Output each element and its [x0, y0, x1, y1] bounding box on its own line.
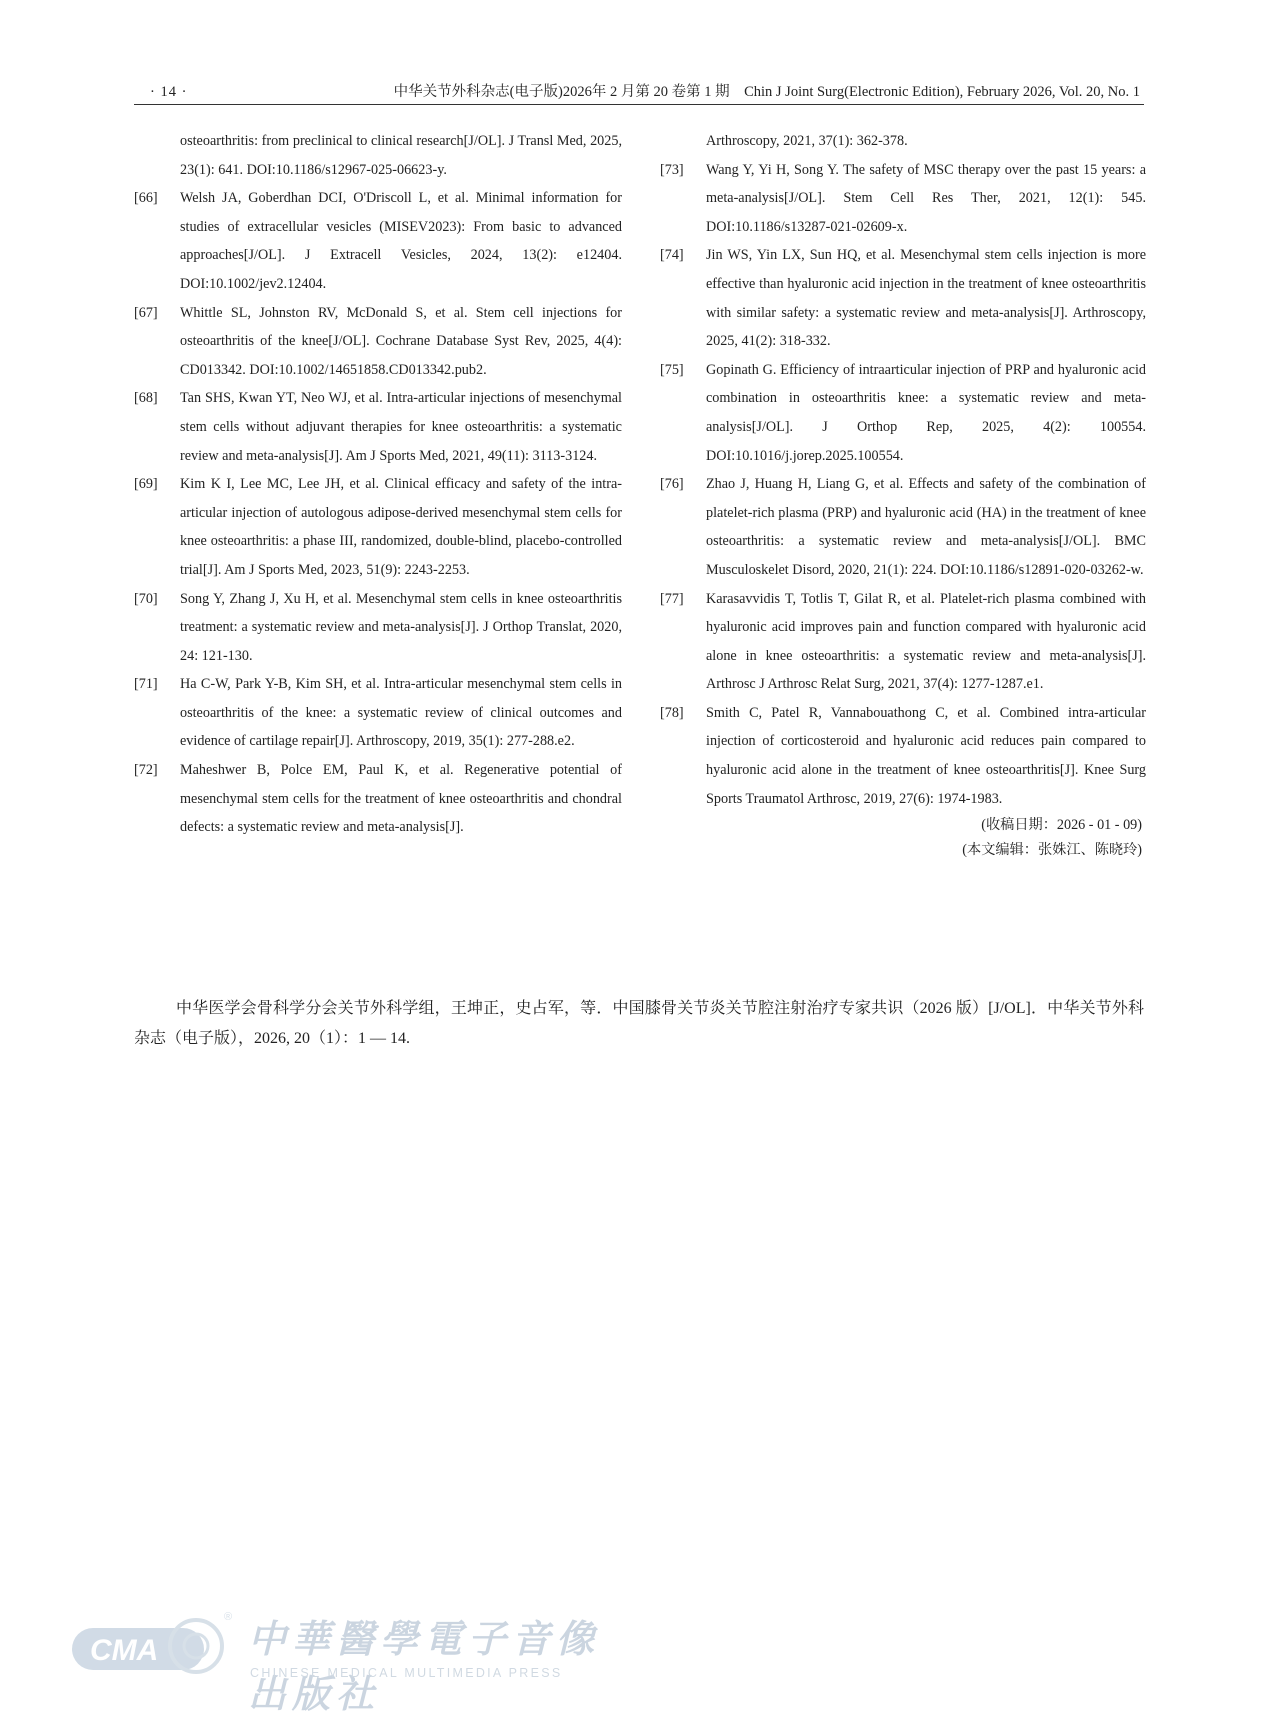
- reference-item: [76] Zhao J, Huang H, Liang G, et al. Effects and safety of the combination of platelet-rich plasma (PRP) and hyaluronic acid (HA) in the treatment of knee osteoarthritis: a systematic review and meta-analysis[J/OL]. BMC Musculoskelet Disord, 2020, 21(1): 224. DOI:10.1186/s12891-020-03262-w.: [660, 476, 1146, 578]
- reference-item: [72] Maheshwer B, Polce EM, Paul K, et al. Regenerative potential of mesenchymal stem cells for the treatment of knee osteoarthritis and chondral defects: a systematic review and meta-analysis[J].: [134, 762, 622, 836]
- reference-item: osteoarthritis: from preclinical to clinical research[J/OL]. J Transl Med, 2025, 23(1): 641. DOI:10.1186/s12967-025-06623-y.: [180, 133, 622, 178]
- received-date: (收稿日期：2026 - 01 - 09): [981, 817, 1142, 834]
- reference-item: Arthroscopy, 2021, 37(1): 362-378.: [706, 133, 908, 149]
- svg-text:®: ®: [224, 1611, 233, 1623]
- editor-credit: (本文编辑：张姝江、陈晓玲): [962, 842, 1142, 859]
- reference-item: [68] Tan SHS, Kwan YT, Neo WJ, et al. Intra-articular injections of mesenchymal stem cells without adjuvant therapies for knee osteoarthritis: a systematic review and meta-analysis[J]. Am J Sports Med, 2021, 49(11): 3113-3124.: [134, 390, 622, 464]
- reference-item: [66] Welsh JA, Goberdhan DCI, O'Driscoll L, et al. Minimal information for studies of extracellular vesicles (MISEV2023): From basic to advanced approaches[J/OL]. J Extracell Vesicles, 2024, 13(2): e12404. DOI:10.1002/jev2.12404.: [134, 190, 622, 292]
- reference-item: [69] Kim K I, Lee MC, Lee JH, et al. Clinical efficacy and safety of the intra-articular injection of autologous adipose-derived mesenchymal stem cells for knee osteoarthritis: a phase III, randomized, double-blind, placebo-controlled trial[J]. Am J Sports Med, 2023, 51(9): 2243-2253.: [134, 476, 622, 578]
- reference-item: [67] Whittle SL, Johnston RV, McDonald S, et al. Stem cell injections for osteoarthritis of the knee[J/OL]. Cochrane Database Syst Rev, 2025, 4(4): CD013342. DOI:10.1002/14651858.CD013342.pub2.: [134, 304, 622, 378]
- journal-running-title: 中华关节外科杂志(电子版)2026年 2 月第 20 卷第 1 期 Chin J Joint Surg(Electronic Edition), February 2026, Vol. 20, No. 1: [393, 84, 1140, 100]
- svg-text:CMA: CMA: [90, 1634, 159, 1667]
- page-number: · 14 ·: [150, 84, 188, 100]
- reference-item: [70] Song Y, Zhang J, Xu H, et al. Mesenchymal stem cells in knee osteoarthritis treatment: a systematic review and meta-analysis[J]. J Orthop Translat, 2020, 24: 121-130.: [134, 590, 622, 664]
- article-citation: 中华医学会骨科学分会关节外科学组，王坤正，史占军，等．中国膝骨关节炎关节腔注射治疗专家共识（2026 版）[J/OL]．中华关节外科杂志（电子版），2026, 20（1）：1 — 14.: [134, 1000, 1144, 1047]
- publisher-logo: [72, 1608, 632, 1716]
- references-left-column: [134, 127, 622, 842]
- reference-item: [75] Gopinath G. Efficiency of intraarticular injection of PRP and hyaluronic acid combination in osteoarthritis knee: a systematic review and meta-analysis[J/OL]. J Orthop Rep, 2025, 4(2): 100554. DOI:10.1016/j.jorep.2025.100554.: [660, 361, 1146, 464]
- running-header: [134, 82, 1144, 105]
- reference-item: [78] Smith C, Patel R, Vannabouathong C, et al. Combined intra-articular injection of corticosteroid and hyaluronic acid reduces pain compared to hyaluronic acid alone in the treatment of knee osteoarthritis[J]. Knee Surg Sports Traumatol Arthrosc, 2019, 27(6): 1974-1983.: [660, 704, 1146, 807]
- references-right-column: [660, 127, 1146, 863]
- reference-item: [74] Jin WS, Yin LX, Sun HQ, et al. Mesenchymal stem cells injection is more effective than hyaluronic acid injection in the treatment of knee osteoarthritis with similar safety: a systematic review and meta-analysis[J]. Arthroscopy, 2025, 41(2): 318-332.: [660, 247, 1146, 350]
- reference-item: [71] Ha C-W, Park Y-B, Kim SH, et al. Intra-articular mesenchymal stem cells in osteoarthritis of the knee: a systematic review of clinical outcomes and evidence of cartilage repair[J]. Arthroscopy, 2019, 35(1): 277-288.e2.: [134, 676, 622, 750]
- reference-item: [77] Karasavvidis T, Totlis T, Gilat R, et al. Platelet-rich plasma combined with hyaluronic acid improves pain and function compared with hyaluronic acid alone in knee osteoarthritis: a systematic review and meta-analysis[J]. Arthrosc J Arthrosc Relat Surg, 2021, 37(4): 1277-1287.e1.: [660, 590, 1146, 693]
- press-name-cn: 中華醫學電子音像出版社: [248, 1619, 601, 1716]
- cma-logo-icon: [72, 1608, 242, 1690]
- reference-item: [73] Wang Y, Yi H, Song Y. The safety of MSC therapy over the past 15 years: a meta-analysis[J/OL]. Stem Cell Res Ther, 2021, 12(1): 545. DOI:10.1186/s13287-021-02609-x.: [660, 161, 1146, 235]
- press-name-en: CHINESE MEDICAL MULTIMEDIA PRESS: [250, 1666, 563, 1680]
